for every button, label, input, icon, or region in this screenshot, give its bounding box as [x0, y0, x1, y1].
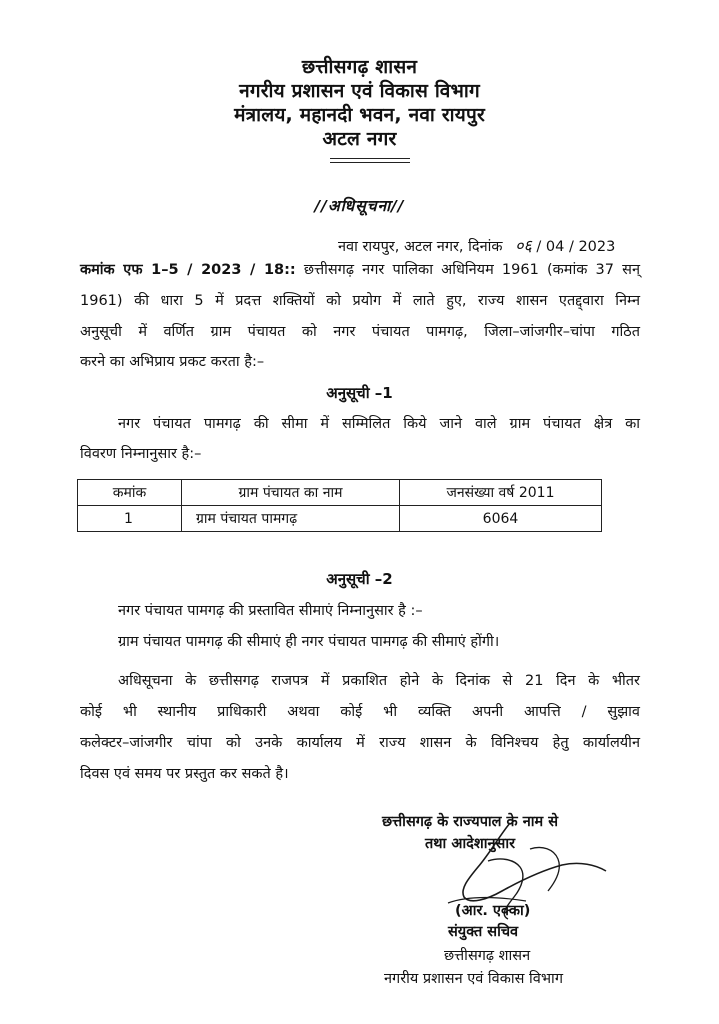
- header-underline-2: [330, 162, 410, 163]
- objection-line-3: कलेक्टर–जांजगीर चांपा को उनके कार्यालय में राज्य शासन के विनिश्चय हेतु कार्यालयीन: [80, 735, 640, 751]
- population-table: [77, 479, 602, 532]
- signature-authority-line-2: तथा आदेशानुसार: [425, 836, 516, 852]
- objection-line-1: अधिसूचना के छत्तीसगढ़ राजपत्र में प्रकाशित होने के दिनांक से 21 दिन के भीतर: [118, 673, 640, 689]
- table-header: जनसंख्या वर्ष 2011: [400, 480, 602, 506]
- table-cell: ग्राम पंचायत पामगढ़: [182, 506, 400, 532]
- objection-line-2: कोई भी स्थानीय प्राधिकारी अथवा कोई भी व्यक्ति अपनी आपत्ति / सुझाव: [80, 704, 640, 720]
- header-underline: [330, 158, 410, 159]
- table-row: [78, 506, 602, 532]
- header-city: अटल नगर: [322, 128, 397, 150]
- place-date: [338, 234, 615, 256]
- order-line-1: [80, 255, 640, 286]
- header-department: नगरीय प्रशासन एवं विकास विभाग: [239, 80, 480, 102]
- date-day: ०६: [515, 236, 532, 255]
- signatory-org-2: नगरीय प्रशासन एवं विकास विभाग: [384, 971, 563, 987]
- table-header: कमांक: [78, 480, 182, 506]
- objection-line-4: दिवस एवं समय पर प्रस्तुत कर सकते है।: [80, 766, 289, 782]
- signatory-designation: संयुक्त सचिव: [448, 924, 519, 940]
- order-line-3: अनुसूची में वर्णित ग्राम पंचायत को नगर पंचायत पामगढ़, जिला–जांजगीर–चांपा गठित: [80, 324, 640, 340]
- signature-authority-line-1: छत्तीसगढ़ के राज्यपाल के नाम से: [382, 814, 559, 830]
- schedule-2-line-1: नगर पंचायत पामगढ़ की प्रस्तावित सीमाएं निम्नानुसार है :–: [118, 603, 423, 619]
- signatory-name: (आर. एक्का): [455, 903, 531, 919]
- schedule-2-title: अनुसूची –2: [326, 570, 393, 588]
- order-line-1-text: छत्तीसगढ़ नगर पालिका अधिनियम 1961 (कमांक 37 सन्: [303, 262, 641, 278]
- order-line-4: करने का अभिप्राय प्रकट करता है:–: [80, 354, 265, 370]
- order-number: कमांक एफ 1–5 / 2023 / 18::: [80, 262, 296, 278]
- header-government: छत्तीसगढ़ शासन: [301, 56, 418, 78]
- schedule-1-line-1: नगर पंचायत पामगढ़ की सीमा में सम्मिलित किये जाने वाले ग्राम पंचायत क्षेत्र का: [118, 416, 640, 432]
- table-cell: 6064: [400, 506, 602, 532]
- order-line-2: 1961) की धारा 5 में प्रदत्त शक्तियों को प्रयोग में लाते हुए, राज्य शासन एतद्द्वारा निम्न: [80, 293, 640, 309]
- schedule-2-line-2: ग्राम पंचायत पामगढ़ की सीमाएं ही नगर पंचायत पामगढ़ की सीमाएं होंगी।: [118, 634, 500, 650]
- table-cell: 1: [78, 506, 182, 532]
- schedule-1-title: अनुसूची –1: [326, 384, 393, 402]
- table-header-row: [78, 480, 602, 506]
- place-text: नवा रायपुर, अटल नगर, दिनांक: [338, 239, 503, 255]
- signatory-org-1: छत्तीसगढ़ शासन: [444, 948, 531, 964]
- schedule-1-line-2: विवरण निम्नानुसार है:–: [80, 446, 202, 462]
- header-address: मंत्रालय, महानदी भवन, नवा रायपुर: [234, 104, 485, 126]
- table-header: ग्राम पंचायत का नाम: [182, 480, 400, 506]
- notice-title: //अधिसूचना//: [314, 197, 405, 215]
- date-month-year: / 04 / 2023: [536, 239, 616, 255]
